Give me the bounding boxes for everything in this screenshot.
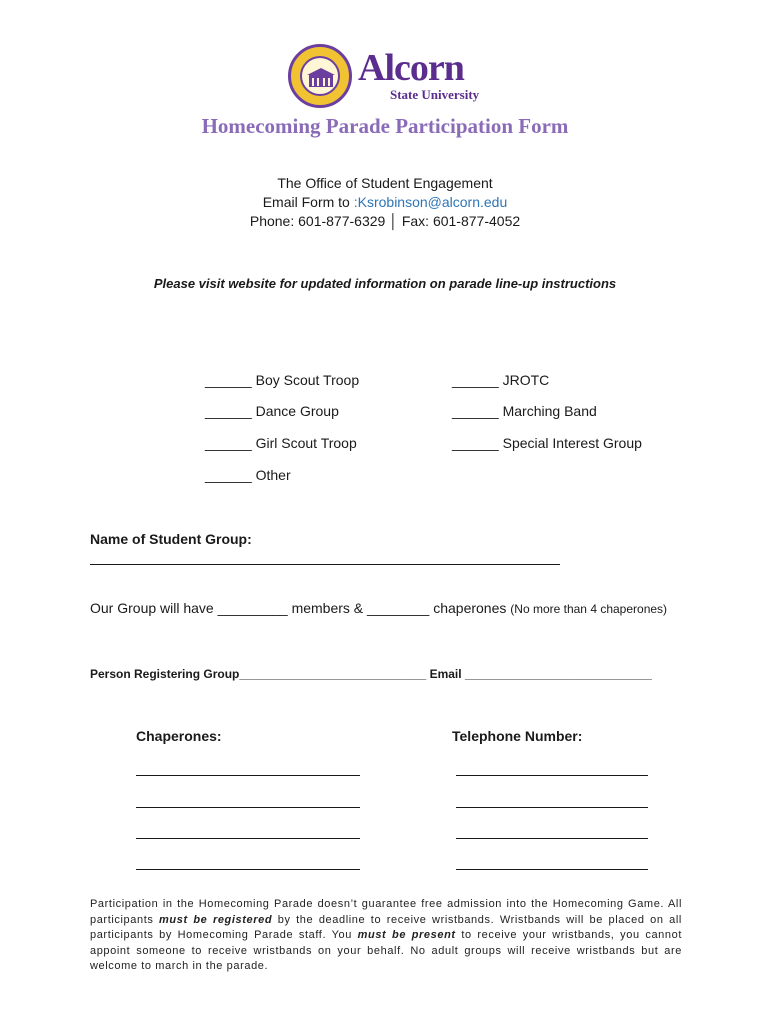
email-link[interactable]: :Ksrobinson@alcorn.edu [353, 194, 508, 210]
chaperone-phone-field-1[interactable] [456, 775, 648, 776]
email-line [0, 194, 770, 210]
option-marching-band[interactable]: ______ Marching Band [452, 403, 597, 419]
chaperone-phone-field-2[interactable] [456, 807, 648, 808]
registering-label: Person Registering Group [90, 667, 240, 681]
option-jrotc[interactable]: ______ JROTC [452, 372, 550, 388]
brand-subtitle: State University [390, 87, 480, 102]
registering-line [90, 667, 652, 681]
chaperone-phone-field-3[interactable] [456, 838, 648, 839]
email-field[interactable]: ____________________________ [464, 667, 652, 681]
chaperone-name-field-1[interactable] [136, 775, 360, 776]
option-other[interactable]: ______ Other [205, 467, 291, 483]
chaperone-name-field-4[interactable] [136, 869, 360, 870]
chaperone-name-field-2[interactable] [136, 807, 360, 808]
page-title: Homecoming Parade Participation Form [201, 114, 569, 138]
email-prefix: Email Form to [262, 194, 354, 210]
registering-field[interactable]: ____________________________ [239, 667, 427, 681]
brand-name: Alcorn [358, 47, 464, 89]
emphasis-present: must be present [357, 929, 456, 942]
members-text: Our Group will have _________ members & ________ chaperones [90, 600, 507, 616]
members-line [90, 600, 667, 616]
chaperone-name-field-3[interactable] [136, 838, 360, 839]
notice-text: Please visit website for updated information on parade line-up instructions [153, 276, 617, 291]
chaperones-header: Chaperones: [136, 728, 222, 744]
email-label: Email [429, 667, 462, 681]
option-special-interest[interactable]: ______ Special Interest Group [452, 435, 642, 451]
group-name-label: Name of Student Group: [90, 531, 252, 547]
participation-notice: Participation in the Homecoming Parade doesn’t guarantee free admission into the Homecoming Game. All participants must be registered by the deadline to receive wristbands. Wristbands will be placed on all participants by Homecoming Parade staff. You must be present to receive your wristbands, you cannot appoint someone to receive wristbands on your behalf. No adult groups will receive wristbands but are welcome to march in the parade. [90, 898, 682, 973]
office-name: The Office of Student Engagement [277, 175, 493, 191]
university-seal-icon [288, 44, 352, 108]
telephone-header: Telephone Number: [452, 728, 583, 744]
phone-fax-line: Phone: 601-877-6329 │ Fax: 601-877-4052 [249, 213, 521, 229]
option-boy-scout[interactable]: ______ Boy Scout Troop [205, 372, 360, 388]
members-note: (No more than 4 chaperones) [510, 602, 668, 616]
emphasis-registered: must be registered [159, 913, 273, 926]
building-icon [307, 67, 335, 89]
chaperone-phone-field-4[interactable] [456, 869, 648, 870]
group-name-field[interactable] [90, 564, 560, 565]
option-girl-scout[interactable]: ______ Girl Scout Troop [205, 435, 357, 451]
university-logo [288, 44, 488, 114]
option-dance-group[interactable]: ______ Dance Group [205, 403, 339, 419]
